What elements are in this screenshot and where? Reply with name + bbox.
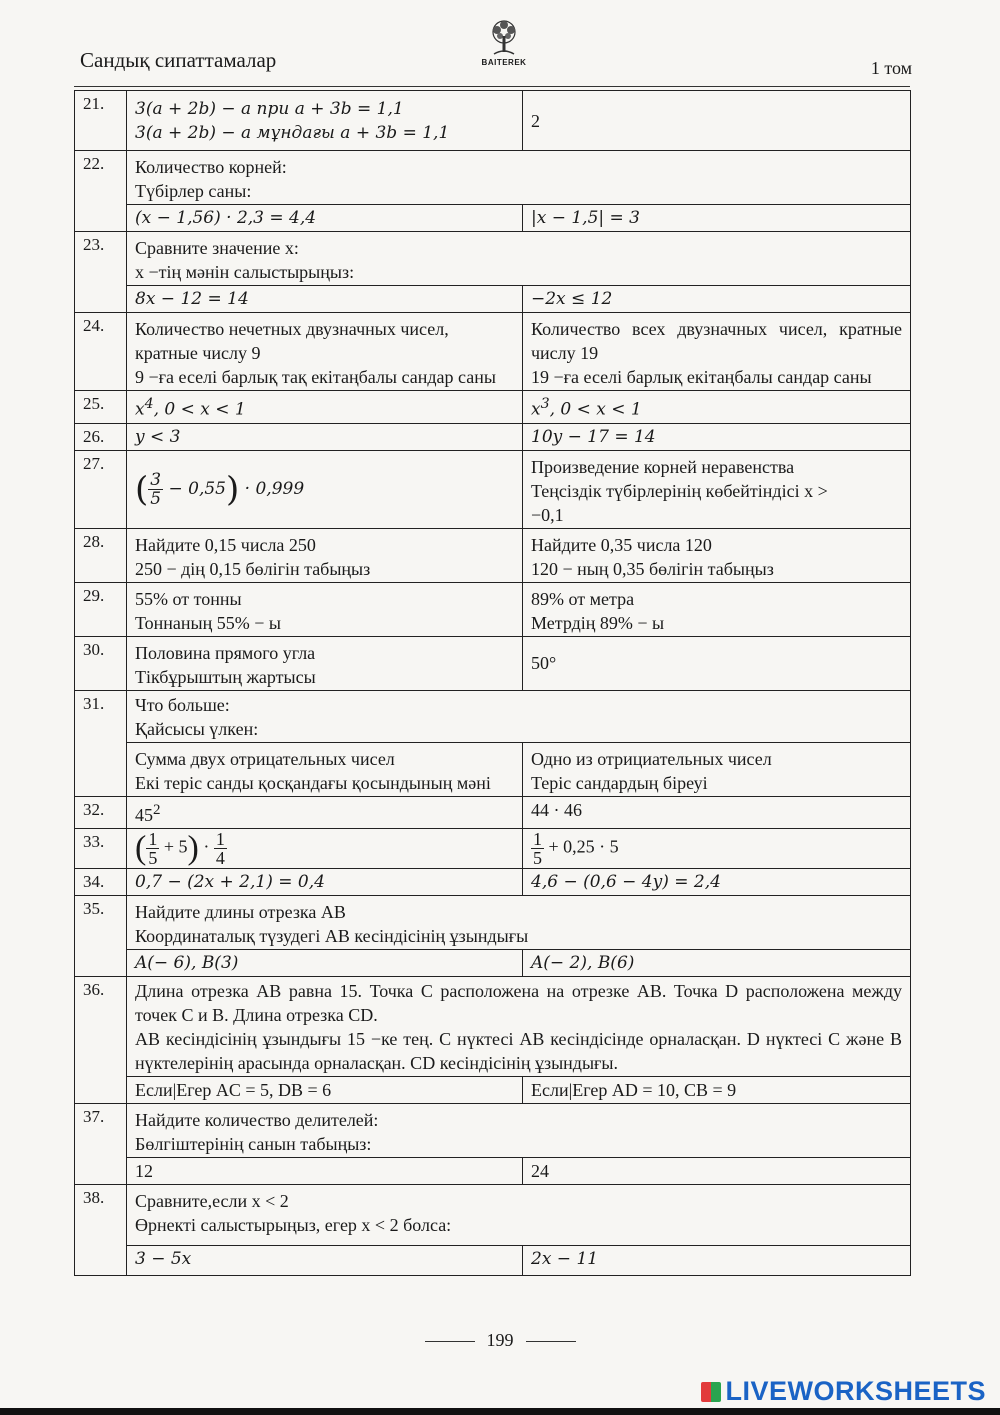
row-number: 31. (75, 690, 127, 796)
right-expression: Количество всех двузначных чисел, кратные числу 19 19 −ға еселі барлық екітаңбалы сандар саны (523, 313, 911, 391)
row-number: 35. (75, 895, 127, 976)
grid-icon (701, 1382, 721, 1402)
left-expression: ( $\frac{3}{5}$ − 0,55) · 0,999 (127, 450, 523, 528)
row-number: 38. (75, 1184, 127, 1275)
volume-label: 1 том (870, 58, 912, 78)
row-number: 37. (75, 1103, 127, 1184)
footer-dash (526, 1341, 576, 1342)
row-number: 33. (75, 828, 127, 868)
task-heading: Сравните значение x: x −тің мәнін салыстырыңыз: (127, 232, 911, 286)
table-row (75, 690, 911, 742)
left-expression: 3 − 5x (127, 1245, 523, 1275)
task-heading: Сравните,если x < 2 Өрнекті салыстырыңыз, егер x < 2 болса: (127, 1184, 911, 1245)
running-header-title: Сандық сипаттамалар (80, 48, 277, 72)
left-expression: Если|Егер AC = 5, DB = 6 (127, 1076, 523, 1103)
left-expression: Найдите 0,15 числа 250 250 − дің 0,15 бөлігін табыңыз (127, 528, 523, 582)
footer-dash (425, 1341, 475, 1342)
left-expression: 8x − 12 = 14 (127, 286, 523, 313)
table-row (75, 151, 911, 205)
table-row (75, 286, 911, 313)
left-expression: 3(a + 2b) − a при a + 3b = 1,1 3(a + 2b) − a мұндағы a + 3b = 1,1 (127, 91, 523, 151)
right-expression: 2x − 11 (523, 1245, 911, 1275)
table-row (75, 868, 911, 895)
bottom-bar (0, 1408, 1000, 1415)
left-expression: (x − 1,56) · 2,3 = 4,4 (127, 205, 523, 232)
table-row (75, 313, 911, 391)
row-number: 30. (75, 636, 127, 690)
left-expression: Половина прямого угла Тікбұрыштың жартысы (127, 636, 523, 690)
right-expression: A(− 2), B(6) (523, 949, 911, 976)
left-expression: Количество нечетных двузначных чисел, кратные числу 9 9 −ға еселі барлық тақ екітаңбалы сандар саны (127, 313, 523, 391)
right-expression: Произведение корней неравенства Теңсіздік түбірлерінің көбейтіндісі x > −0,1 (523, 450, 911, 528)
left-expression: 12 (127, 1157, 523, 1184)
table-row (75, 528, 911, 582)
comparison-table (74, 90, 911, 1276)
task-heading: Количество корней: Түбірлер саны: (127, 151, 911, 205)
table-row (75, 1076, 911, 1103)
table-row (75, 976, 911, 1076)
table-row (75, 1157, 911, 1184)
row-number: 29. (75, 582, 127, 636)
task-heading: Найдите количество делителей: Бөлгіштерінің санын табыңыз: (127, 1103, 911, 1157)
table-row (75, 796, 911, 828)
left-expression: A(− 6), B(3) (127, 949, 523, 976)
left-expression: $45^2$ (127, 796, 523, 828)
right-expression: 50° (523, 636, 911, 690)
table-row (75, 742, 911, 796)
row-number: 27. (75, 450, 127, 528)
left-expression: $x^4$, 0 < x < 1 (127, 391, 523, 424)
logo-text: BAITEREK (481, 58, 527, 67)
table-row (75, 895, 911, 949)
table-row (75, 91, 911, 151)
row-number: 24. (75, 313, 127, 391)
table-row (75, 205, 911, 232)
table-row (75, 391, 911, 424)
table-row (75, 1245, 911, 1275)
task-heading: Длина отрезка AB равна 15. Точка C расположена на отрезке AB. Точка D расположена между точек C и B. Длина отрезка CD. AB кесіндісінің ұзындығы 15 −ке тең. C нүктесі AB кесіндісінде орналасқан. D нүктесі C және B нүктелерінің арасында орналасқан. CD кесіндісінің ұзындығы. (127, 976, 911, 1076)
right-expression: Если|Егер AD = 10, CB = 9 (523, 1076, 911, 1103)
right-expression: 10y − 17 = 14 (523, 423, 911, 450)
table-row (75, 1103, 911, 1157)
right-expression: 44 · 46 (523, 796, 911, 828)
page-footer (0, 1330, 1000, 1351)
row-number: 25. (75, 391, 127, 424)
right-expression: 4,6 − (0,6 − 4y) = 2,4 (523, 868, 911, 895)
right-expression: 89% от метра Метрдің 89% − ы (523, 582, 911, 636)
row-number: 36. (75, 976, 127, 1103)
right-expression: 24 (523, 1157, 911, 1184)
header-divider (74, 86, 910, 87)
left-expression: 55% от тонны Тоннаның 55% − ы (127, 582, 523, 636)
page-number: 199 (486, 1330, 514, 1350)
row-number: 34. (75, 868, 127, 895)
right-expression: 2 (523, 91, 911, 151)
row-number: 21. (75, 91, 127, 151)
row-number: 28. (75, 528, 127, 582)
table-row (75, 582, 911, 636)
right-expression: $x^3$, 0 < x < 1 (523, 391, 911, 424)
right-expression: −2x ≤ 12 (523, 286, 911, 313)
row-number: 32. (75, 796, 127, 828)
left-expression: ( $\frac{1}{5}$ + 5) · $\frac{1}{4}$ (127, 828, 523, 868)
row-number: 22. (75, 151, 127, 232)
table-row (75, 636, 911, 690)
table-row (75, 828, 911, 868)
table-row (75, 949, 911, 976)
task-heading: Что больше: Қайсысы үлкен: (127, 690, 911, 742)
left-expression: Сумма двух отрицательных чисел Екі теріс санды қосқандағы қосындының мәні (127, 742, 523, 796)
tree-icon (484, 18, 524, 58)
row-number: 23. (75, 232, 127, 313)
task-heading: Найдите длины отрезка AB Координаталық түзудегі AB кесіндісінің ұзындығы (127, 895, 911, 949)
right-expression: Найдите 0,35 числа 120 120 − ның 0,35 бөлігін табыңыз (523, 528, 911, 582)
right-expression: |x − 1,5| = 3 (523, 205, 911, 232)
row-number: 26. (75, 423, 127, 450)
right-expression: Одно из отрициательных чисел Теріс сандардың біреуі (523, 742, 911, 796)
right-expression: $\frac{1}{5}$ + 0,25 · 5 (523, 828, 911, 868)
left-expression: 0,7 − (2x + 2,1) = 0,4 (127, 868, 523, 895)
publisher-logo (476, 18, 532, 67)
table-row (75, 423, 911, 450)
table-row (75, 450, 911, 528)
table-row (75, 1184, 911, 1245)
table-row (75, 232, 911, 286)
liveworksheets-logo: LIVEWORKSHEETS (701, 1376, 986, 1407)
left-expression: y < 3 (127, 423, 523, 450)
